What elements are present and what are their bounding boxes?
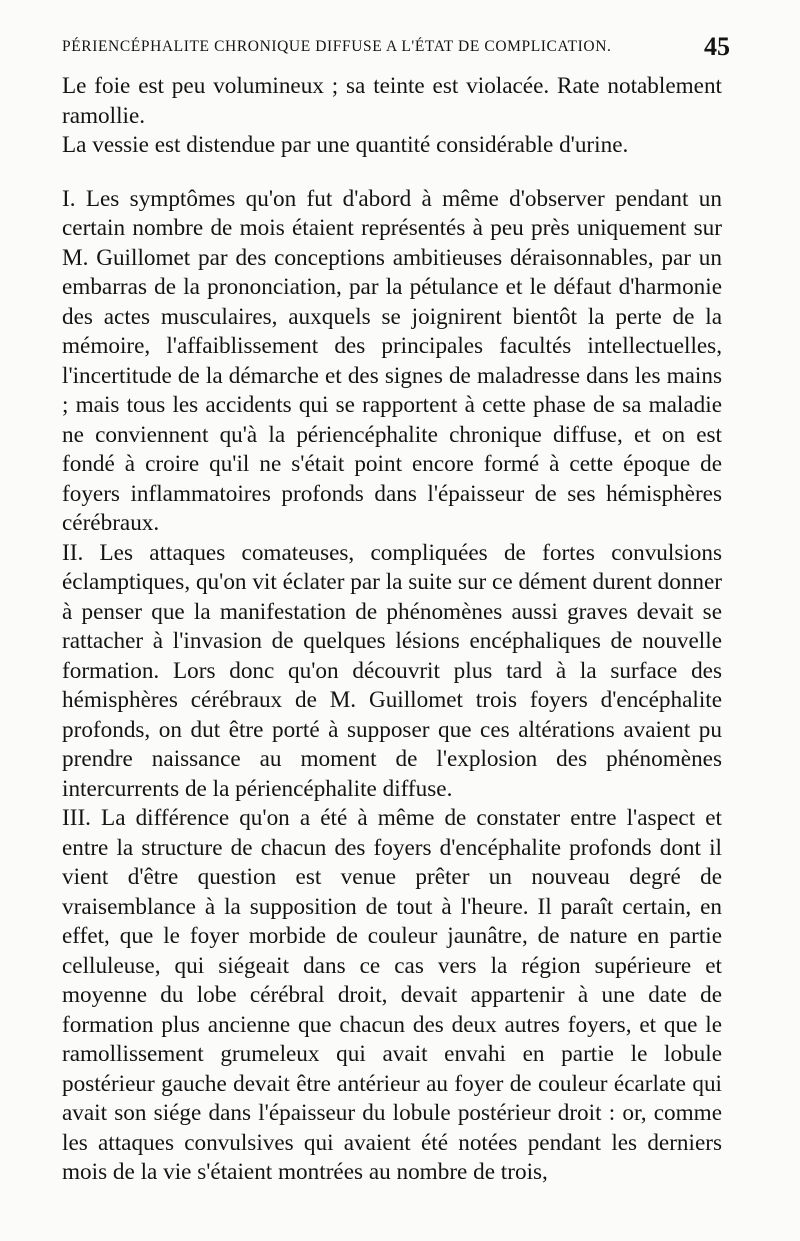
paragraph-bladder: La vessie est distendue par une quantité considérable d'urine. (62, 132, 629, 158)
paragraph-section-i: I. Les symptômes qu'on fut d'abord à même d'observer pendant un certain nombre de mois étaient représentés à peu près uniquement sur M. Guillomet par des conceptions ambitieuses déraisonnables, par un embarras de la prononciation, par la pétulance et le défaut d'harmonie des actes musculaires, auxquels se joignirent bientôt la perte de la mémoire, l'affaiblissement des principales facultés intellectuelles, l'incertitude de la démarche et des signes de maladresse dans les mains ; mais tous les accidents qui se rapportent à cette phase de sa maladie ne conviennent qu'à la périencéphalite chronique diffuse, et on est fondé à croire qu'il ne s'était point encore formé à cette époque de foyers inflammatoires profonds dans l'épaisseur de ses hémisphères cérébraux. (62, 185, 722, 536)
page-number: 45 (704, 32, 730, 61)
paragraph-section-ii: II. Les attaques comateuses, compliquées de fortes convulsions éclamptiques, qu'on vit éclater par la suite sur ce dément durent donner à penser que la manifestation de phénomènes aussi graves devait se rattacher à l'invasion de quelques lésions encéphaliques de nouvelle formation. Lors donc qu'on découvrit plus tard à la surface des hémisphères cérébraux de M. Guillomet trois foyers d'encéphalite profonds, on dut être porté à supposer que ces altérations avaient pu prendre naissance au moment de l'explosion des phénomènes intercurrents de la périencéphalite diffuse. (62, 539, 722, 802)
paragraph-section-iii: III. La différence qu'on a été à même de constater entre l'aspect et entre la structure de chacun des foyers d'encéphalite profonds dont il vient d'être question est venue prêter un nouveau degré de vraisemblance à la supposition de tout à l'heure. Il paraît certain, en effet, que le foyer morbide de couleur jaunâtre, de nature en partie celluleuse, qui siégeait dans ce cas vers la région supérieure et moyenne du lobe cérébral droit, devait appartenir à une date de formation plus ancienne que chacun des deux autres foyers, et que le ramollissement grumeleux qui avait envahi en partie le lobule postérieur gauche devait être antérieur au foyer de couleur écarlate qui avait son siége dans l'épaisseur du lobule postérieur droit : or, comme les attaques convulsives qui avaient été notées pendant les derniers mois de la vie s'étaient montrées au nombre de trois, (62, 805, 722, 1185)
running-head: PÉRIENCÉPHALITE CHRONIQUE DIFFUSE A L'ÉTAT DE COMPLICATION. (62, 38, 612, 55)
page-header (62, 32, 730, 61)
body-text (62, 72, 722, 1188)
paragraph-liver: Le foie est peu volumineux ; sa teinte est violacée. Rate notablement ramollie. (62, 73, 722, 129)
